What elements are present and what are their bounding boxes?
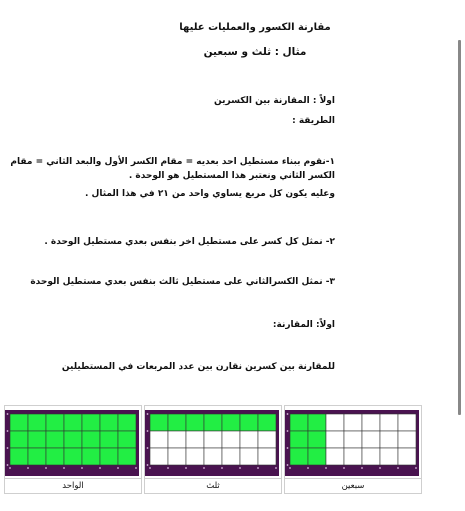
grid-cell-filled: [204, 414, 222, 431]
method-label: الطريقة :: [292, 116, 335, 126]
grid-cell-filled: [46, 414, 64, 431]
grid-cell-filled: [82, 414, 100, 431]
document-subtitle: مثال : ثلث و سبعين: [203, 46, 307, 58]
grid-cell-filled: [308, 431, 326, 448]
grid-tick: [397, 467, 399, 469]
grid-cell-filled: [46, 448, 64, 465]
grid-tick: [325, 467, 327, 469]
grid-tick: [117, 467, 119, 469]
grid-cell-filled: [118, 414, 136, 431]
grid-cell-empty: [168, 448, 186, 465]
step-1-line-3: وعليه يكون كل مربع يساوي واحد من ٢١ في هذا المثال .: [84, 189, 335, 199]
grid-cell-filled: [28, 431, 46, 448]
grid-tick: [203, 467, 205, 469]
grid-cell-empty: [222, 431, 240, 448]
grid-cell-empty: [258, 431, 276, 448]
grid-cell-empty: [398, 448, 416, 465]
grid-tick: [7, 430, 9, 432]
grid-cell-filled: [64, 448, 82, 465]
grid-caption-two-sevenths: سبعين: [285, 478, 421, 493]
section-heading-comparison: اولاً : المقارنة بين الكسرين: [214, 96, 335, 106]
grid-cell-filled: [258, 414, 276, 431]
grid-tick: [287, 430, 289, 432]
grid-cell-filled: [150, 414, 168, 431]
grid-tick: [289, 467, 291, 469]
grid-tick: [287, 447, 289, 449]
step-3: ٣- نمثل الكسرالثاني على مستطيل ثالث بنفس بعدي مستطيل الوحدة: [30, 277, 335, 287]
grid-tick: [287, 464, 289, 466]
grid-cell-empty: [186, 448, 204, 465]
grid-cell-filled: [222, 414, 240, 431]
grid-cell-empty: [186, 431, 204, 448]
grid-tick: [147, 464, 149, 466]
grid-cell-empty: [398, 431, 416, 448]
grid-tick: [149, 467, 151, 469]
grid-cell-filled: [82, 448, 100, 465]
grid-cell-empty: [326, 448, 344, 465]
grid-cell-empty: [150, 448, 168, 465]
step-1: [5, 155, 335, 201]
grid-cell-empty: [380, 414, 398, 431]
grid-cell-filled: [100, 431, 118, 448]
grid-tick: [147, 430, 149, 432]
grid-tick: [239, 467, 241, 469]
grid-tick: [361, 467, 363, 469]
grid-card-two-sevenths: [284, 405, 422, 494]
vertical-scrollbar[interactable]: [458, 40, 461, 415]
grid-cell-empty: [240, 431, 258, 448]
comparison-heading: اولاً: المقارنة:: [272, 320, 335, 330]
grid-tick: [63, 467, 65, 469]
grid-cell-empty: [204, 431, 222, 448]
grid-tick: [257, 467, 259, 469]
grid-tick: [379, 467, 381, 469]
grid-tick: [167, 467, 169, 469]
comparison-text: للمقارنة بين كسرين نقارن بين عدد المربعات في المستطيلين: [61, 362, 335, 372]
grid-card-whole: [4, 405, 142, 494]
grid-cell-filled: [100, 448, 118, 465]
grid-tick: [185, 467, 187, 469]
grid-tick: [147, 447, 149, 449]
grid-cell-filled: [290, 431, 308, 448]
grid-cell-empty: [258, 448, 276, 465]
grid-cell-empty: [240, 448, 258, 465]
grid-card-third: [144, 405, 282, 494]
fraction-grid-whole: [5, 410, 139, 476]
grid-cell-filled: [10, 448, 28, 465]
grid-cell-empty: [326, 414, 344, 431]
grid-cell-empty: [362, 448, 380, 465]
grid-cell-filled: [82, 431, 100, 448]
grid-cell-filled: [308, 414, 326, 431]
grid-cell-filled: [46, 431, 64, 448]
grid-tick: [287, 413, 289, 415]
grid-cell-filled: [28, 414, 46, 431]
step-2: ٢- نمثل كل كسر على مستطيل اخر بنفس بعدي مستطيل الوحدة .: [44, 237, 335, 247]
grid-tick: [99, 467, 101, 469]
step-1-line-2: الكسر الثاني ونعتبر هذا المستطيل هو الوحدة .: [128, 171, 335, 181]
grid-tick: [343, 467, 345, 469]
grid-cell-filled: [168, 414, 186, 431]
grid-cell-filled: [308, 448, 326, 465]
grid-cell-empty: [344, 448, 362, 465]
grid-cell-empty: [344, 414, 362, 431]
fraction-grid-two-sevenths: [285, 410, 419, 476]
grid-cell-empty: [398, 414, 416, 431]
grid-tick: [221, 467, 223, 469]
grid-cell-filled: [28, 448, 46, 465]
grid-cell-filled: [64, 414, 82, 431]
grid-cell-empty: [380, 431, 398, 448]
grid-cell-empty: [150, 431, 168, 448]
grid-tick: [307, 467, 309, 469]
grid-cell-empty: [326, 431, 344, 448]
fraction-grid-third: [145, 410, 279, 476]
step-1-line-1: ١-نقوم ببناء مستطيل احد بعديه = مقام الكسر الأول والبعد الثاني = مقام: [10, 157, 335, 167]
grid-tick: [7, 447, 9, 449]
grid-cell-filled: [64, 431, 82, 448]
grid-svg: [285, 410, 419, 476]
grid-tick: [147, 413, 149, 415]
grid-cell-empty: [362, 414, 380, 431]
grid-caption-whole: الواحد: [5, 478, 141, 493]
grid-svg: [145, 410, 279, 476]
grid-cell-filled: [100, 414, 118, 431]
grid-tick: [45, 467, 47, 469]
grid-cell-filled: [186, 414, 204, 431]
grid-tick: [9, 467, 11, 469]
grid-cell-filled: [10, 414, 28, 431]
grid-cell-filled: [290, 448, 308, 465]
grid-cell-filled: [290, 414, 308, 431]
grid-tick: [7, 464, 9, 466]
grid-cell-empty: [204, 448, 222, 465]
grid-cell-empty: [380, 448, 398, 465]
grid-cell-filled: [10, 431, 28, 448]
grid-cell-empty: [344, 431, 362, 448]
grid-tick: [275, 467, 277, 469]
grid-cell-filled: [118, 448, 136, 465]
grid-tick: [135, 467, 137, 469]
grid-tick: [7, 413, 9, 415]
grid-cell-filled: [240, 414, 258, 431]
grid-cell-empty: [362, 431, 380, 448]
grid-tick: [27, 467, 29, 469]
grid-svg: [5, 410, 139, 476]
document-title: مقارنة الكسور والعمليات عليها: [179, 22, 331, 33]
grid-caption-third: ثلث: [145, 478, 281, 493]
grid-tick: [81, 467, 83, 469]
grid-cell-empty: [168, 431, 186, 448]
grid-tick: [415, 467, 417, 469]
grid-cell-empty: [222, 448, 240, 465]
grid-cell-filled: [118, 431, 136, 448]
